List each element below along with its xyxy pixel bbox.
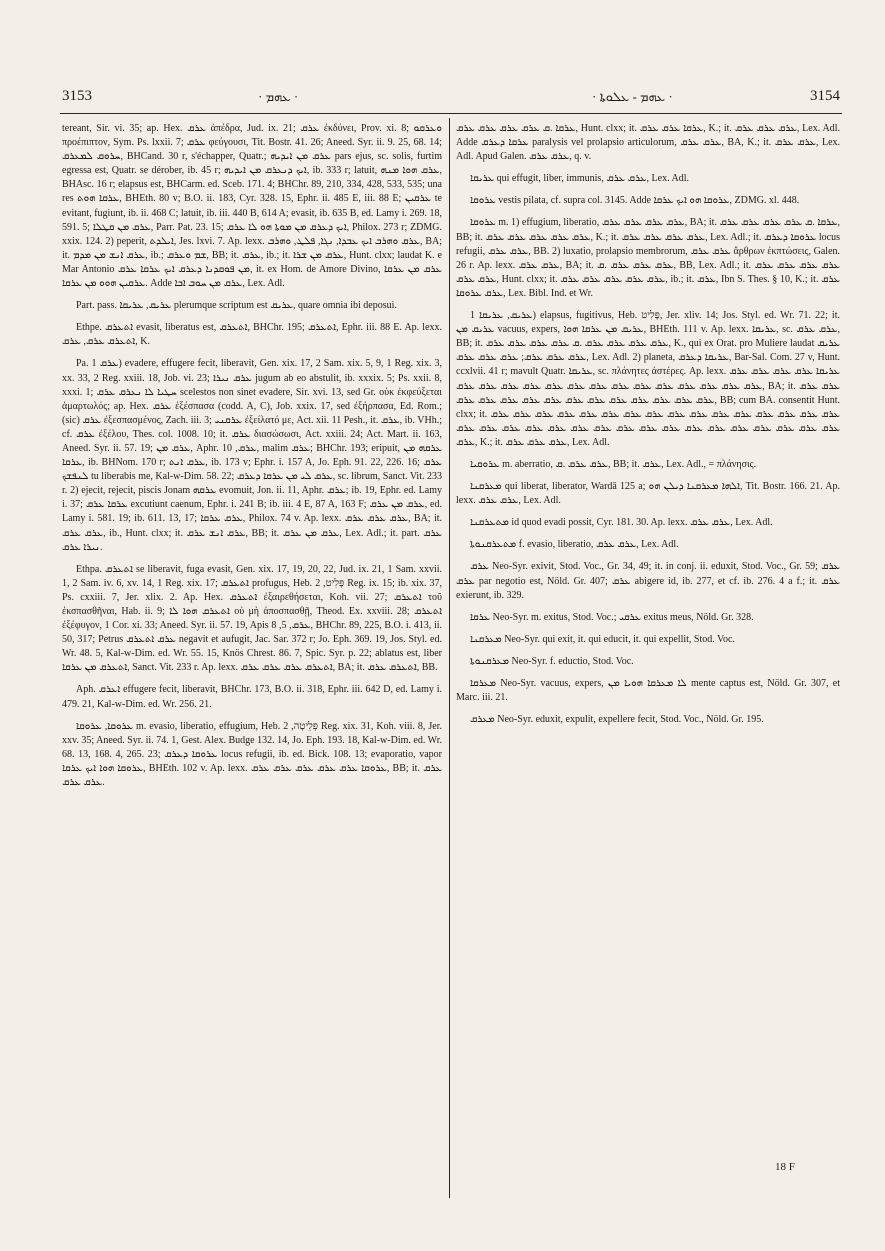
entry-paragraph: ܥܪܩ Neo-Syr. exivit, Stod. Voc., Gr. 34, 49; it. in conj. ii. eduxit, Stod. Voc., Gr. 59; ܥܪܩ ܥܪܩ par negotio est, Nöld. Gr. 407; ܥܪܩ abigere id, ib. 277, et cf. ib. 276. 4 a f.; it. ܥܪܩ exierunt, ib. 329. (456, 561, 840, 601)
right-column (456, 122, 840, 1202)
entry-paragraph: ܥܪܘܩܐ m. 1) effugium, liberatio, ܥܪܩ ܥܪܩ ܥܪܩ ܥܪܩ, BA; it. ܥܪܩܐ .ܩ ܥܪܩ ܥܪܩ ܥܪܩ ܥܪܩ, BB; it. ܥܪܩ ܥܪܩ ܥܪܩ ܥܪܩ ܥܪܩ, K.; it. ܥܪܩ ܥܪܩ ܥܪܩ ܥܪܩ, Lex. Adl.; it. ܥܪܘܩܐ ܕܥܪܩ locus refugii, ܥܪܩ ܥܪܩ, BB. 2) luxatio, prolapsio membrorum, ܥܪܩ ܥܪܩ ἄρθρων ἐκπτώσεις, Galen. 26 r. Ap. lexx. ܥܪܩ ܥܪܩ, BA; it. ܥܪܩ ܥܪܩ ܥܪܩ .ܩ, BB, Lex. Adl.; it. ܥܪܩ ܥܪܩ ܥܪܩ ܥܪܩ ܥܪܩ ܥܪܩ, Hunt. clxx; it. ܥܪܩ ܥܪܩ ܥܪܩ ܥܪܩ ܥܪܩ, ib.; it. ܥܪܩ, Ibn S. Thes. § 10, K.; it. ܥܪܩ ܥܪܩ ܥܪܘܩܐ, Lex. Bibl. Ind. et Wr. (456, 217, 840, 299)
entry-paragraph: ܥܪܩܐ .ܩ ܥܪܩ ܥܪܩ ܥܪܩ ܥܪܩ, Hunt. clxx; it. ܥܪܩܐ ܥܪܩ ܥܪܩ, K.; it. ܥܪܩ ܥܪܩ ܥܪܩ, Lex. Adl. Adde ܥܪܩܐ ܕܥܪܩ paralysis vel prolapsio articulorum, ܥܪܩ ܥܪܩ, BA, K.; it. ܥܪܩ ܥܪܩ, Lex. Adl. Apud Galen. ܥܪܩ ܥܪܩ, q. v. (456, 123, 840, 163)
page-number-right: 3154 (810, 88, 840, 104)
entry-paragraph: Aph. ܐܥܪܩ effugere fecit, liberavit, BHChr. 173, B.O. ii. 318, Ephr. iii. 642 D, ed. Lamy i. 479. 21, Kal-w-Dim. ed. Wr. 256. 21. (62, 684, 442, 710)
header-rule (60, 113, 842, 114)
entry-paragraph: ܡܥܪܩ Neo-Syr. eduxit, expulit, expellere fecit, Stod. Voc., Nöld. Gr. 195. (470, 714, 764, 726)
running-head-right: · ܥܗܡ - ܥܠܘܬܐ · (592, 89, 673, 104)
entry-paragraph: ܡܥܪܩܢܐ qui liberat, liberator, Wardā 125 a; ܐܠܗܐ ܡܥܪܩܢܐ ܕܝܠܢ ܗܘ, Tit. Bostr. 166. 21. Ap. lexx. ܥܪܩ ܥܪܩ, Lex. Adl. (456, 481, 840, 507)
entry-paragraph: ܥܪܝܩ, ܥܪܝܩܐ 1) elapsus, fugitivus, Heb. פָּלִיט, Jer. xliv. 14; Jos. Styl. ed. Wr. 71. 22; it. ܥܪܝܩ ܡܢ vacuus, expers, ܥܪܝܩ ܡܢ ܥܪܩܐ ܗܘܐ, BHEth. 111 v. Ap. lexx. ܥܪܝܩܐ, sc. ܥܪܩ ܥܪܩ, BB; it. ܥܪܩ ܥܪܩ ܥܪܩ ܥܪܩ .ܩ ܥܪܩ ܥܪܩ ܥܪܩ ܥܪܩ, K., qui ex Orat. pro Muliere laudat ܥܪܝܩ ܥܪܩ ܥܪܩ ܥܪܩ; ܥܪܩ ܥܪܩ ܥܪܩ, Lex. Adl. 2) planeta, ܥܪܝܩܐ ܕܥܪܩ, Bar-Sal. Com. 27 v, Hunt. ccxlvii. 41 r; mavult Quatr. ܥܪܝܩܐ, sc. πλάνητες ἀστέρες. Ap. lexx. ܥܪܝܩܐ ܥܪܩ ܥܪܩ ܥܪܩ ܥܪܩ ܥܪܩ ܥܪܩ ܥܪܩ ܥܪܩ ܥܪܩ ܥܪܩ ܥܪܩ ܥܪܩ ܥܪܩ ܥܪܩ ܥܪܩ ܥܪܩ ܥܪܩ ܥܪܩ, BA; it. ܥܪܩ ܥܪܩ ܥܪܩ ܥܪܩ ܥܪܩ ܥܪܩ ܥܪܩ ܥܪܩ ܥܪܩ ܥܪܩ ܥܪܩ ܥܪܩ ܥܪܩ ܥܪܩ, BB; cum BA. consentit Hunt. clxx; it. ܥܪܩ ܥܪܩ ܥܪܩ ܥܪܩ ܥܪܩ ܥܪܩ ܥܪܩ ܥܪܩ ܥܪܩ ܥܪܩ ܥܪܩ ܥܪܩ ܥܪܩ ܥܪܩ ܥܪܩ ܥܪܩ ܥܪܩ ܥܪܩ ܥܪܩ ܥܪܩ ܥܪܩ ܥܪܩ ܥܪܩ ܥܪܩ ܥܪܩ ܥܪܩ ܥܪܩ ܥܪܩ ܥܪܩ ܥܪܩ ܥܪܩ ܥܪܩ ܥܪܩ ܥܪܩ, K.; it. ܥܪܩ ܥܪܩ ܥܪܩ, Lex. Adl. (456, 310, 840, 448)
entry-paragraph: tereant, Sir. vi. 35; ap. Hex. ܥܪܩ ἀπέδρα, Jud. ix. 21; ܥܪܩ ἐκδύνει, Prov. xi. 8; ܘܥܪܩܘ προέπιπτον, Sym. Ps. lxxii. 7; ܥܪܩ φεύγουσι, Tit. Bostr. 41. 26; Aneed. Syr. ii. 9. 25, 68. 14; ܚܪܘܩ ܠܡܥܪܩ, BHCand. 30 r, s'échapper, Quatr.; ܥܪܩ ܡܢ ܐܝܕܝܗ pars ejus, sc. solis, furtim egressa est, Quatr. se dérober, ib. 45 r; ܐܝܟ ܕܢܥܪܩ ܡܢ ܐܝܕܝܗ, ib. 333 r; latuit, ܥܪܩ ܗܘܐ ܡܢܗ, BHAsc. 16 r; elapsus est, BHCarm. ed. Sceb. 171. 4; BHChr. 89, 210, 334, 428, 533, 535; una res ܥܪܩܐ ܗܘܬ, BHEth. 80 v; B.O. ii. 183, Cyr. 328. 15, Ephr. ii. 485 E, iii. 88 E; ܥܪܩܝܢ te evitant, fugiunt, ib. ii. 468 C; latuit, ib. iii. 440 B, 614 A; evasit, ib. 635 B, ed. Lamy i. 269. 18, 591. 5; ܥܪܩ ܡܢ ܩܛܠܐ, Parr. Pat. 23. 15; ܐܝܟ ܕܥܪܩ ܡܢ ܡܘܬܐ ܗܘ ܠܐ ܥܪܩ, Philox. 273 r; ZDMG. xxix. 124. 2) peperit, ܐܝܠܕܬ, Jes. lxvi. 7. Ap. lexx. ܥܪܩ ܘܗܪܒ ܐܝܟ ܥܒܕܐ, ܢܓܐ, ܦܠܛ, ܘܗܪܒ, BA; it. ܥܪܩ ܐܢܫ ܡܢ ܡܕܡ, ib.; ܫܡ ܘܥܪܩ, BB; it. ܥܪܩ, ib.; it. ܥܪܩ ܡܢ ܫܪܐ, Hunt. clxx; laudat K. e Mar Antonio ܡܢ ܦܘܩܕܢܐ ܕܥܪܩ ܐܝܟ ܥܪܩܐ ܥܪܩ, it. ex Hom. de Amore Divino, ܥܪܩ ܡܢ ܥܪܩܐ ܥܪܩܝܢ ܗܘܘ ܡܢ ܥܪܩܐ. Adde ܥܪܩ ܡܢ ܚܘܒ ܐܒܐ, Lex. Adl. (62, 123, 442, 290)
entry-paragraph: Ethpe. ܐܬܥܪܩ evasit, liberatus est, ܐܬܥܪܩ, BHChr. 195; ܐܬܥܪܩ, Ephr. iii. 88 E. Ap. lexx. ܐܬܥܪܩ ܥܪܩ, ܥܪܩ, K. (62, 322, 442, 348)
entry-paragraph: ܥܪܩܐ Neo-Syr. m. exitus, Stod. Voc.; ܥܪܩܝ exitus meus, Nöld. Gr. 328. (470, 611, 754, 623)
page-number-left: 3153 (62, 88, 92, 104)
page-header (62, 88, 840, 110)
running-head-left: · ܥܗܡ · (258, 89, 299, 104)
signature-mark: 18 F (775, 1161, 795, 1173)
entry-paragraph: ܥܪܘܩܝܐ m. aberratio, ܥܪܩ ܥܪܩ .ܩ, BB; it. ܥܪܩ, Lex. Adl., = πλάνησις. (470, 458, 757, 470)
column-divider (449, 118, 450, 1198)
entry-paragraph: ܡܬܥܪܩܢܘܬܐ f. evasio, liberatio, ܥܪܩ ܥܪܩ, Lex. Adl. (470, 539, 679, 551)
left-column (62, 122, 442, 1202)
entry-paragraph: Pa. ܥܪܩ 1) evadere, effugere fecit, liberavit, Gen. xix. 17, 2 Sam. xix. 5, 9, 1 Reg. xix. 3, xx. 33, 2 Reg. xxiii. 18, Job. vi. 23; ܥܪܩ ܢܝܪܐ jugum ab eo abstulit, ib. xxxix. 5; Ps. xxii. 8, xxxi. 1; ܚܛܝܐ ܠܐ ܢܥܪܩ ܥܪܩ scelestos non sinet evadere, Sir. xvi. 13, sed Gr. οὐκ ἐκφεύξεται ἁμαρτωλός; ap. Hex. ܥܪܩ ἐξέσπασα (codd. A, C), Job. xxix. 17, sed ἐξήρπασα, Ed. Rom.; (sic) ܥܪܩ ἐξεσπασμένος, Zach. iii. 3; ܥܪܩܢܝ ἐξείλατό με, Act. xii. 11 Pesh., it. ܥܪܩ, ib. VHh.; cf. ܥܪܩ ἐξέλου, Thes. col. 1008. 10; it. ܥܪܩ διασώσωσι, Act. xxiii. 24; Act. Mart. ii. 163, Aneed. Syr. ii. 57. 19; ܥܪܩ ܡܢ, Aphr. ܥܪܩ, 10, malim ܥܪܩ; BHChr. 193; eripuit, ܥܪܩܗ ܡܢ ܥܪܩܐ, ib. BHNom. 170 r; ܥܪܩ ܐܢܬ, ib. 173 v; Ephr. i. 157 A, Jo. Eph. 91. 22, 226. 16; ܥܪܩ ܠܢܦܫܟ tu liberabis me, Kal-w-Dim. 58. 22; ܥܪܩ ܠܝ ܡܢ ܥܪܩܐ ܕܥܪܩ, sc. librum, Sanct. Vit. 233 r. 2) ejecit, rejecit, piscis Jonam ܥܪܩܗ evomuit, Jon. ii. 11, Aphr. ܥܪܩ; ib. 19, Ephr. ed. Lamy i. 37; ܥܪܩܐ ܥܪܩ excutiunt caenum, Ephr. i. 241 B; ib. iii. 4 E, 87 A, 163 F; ܥܪܩ ܡܢ ܥܪܩ, ed. Lamy i. 581. 19; ib. 611. 13, 17; ܥܪܩ ܥܪܩܐ, Philox. 74 v. Ap. lexx. ܥܪܩ ܥܪܩ ܥܪܩ, BA; it. ܥܪܩ ܥܪܩ, ib., Hunt. clxx; it. ܥܪܩ ܐܢܫ ܥܪܩ, BB; it. ܥܪܩ ܡܢ ܥܪܩ, Lex. Adl.; it. part. ܥܪܩ ܢܝܪܐ ܥܪܩ. (62, 358, 442, 553)
entry-paragraph: ܥܪܝܩܐ qui effugit, liber, immunis, ܥܪܩ ܥܪܩ, Lex. Adl. (470, 173, 690, 185)
entry-paragraph: Ethpa. ܐܬܥܪܩ se liberavit, fuga evasit, Gen. xix. 17, 19, 20, 22, Jud. ix. 21, 1 Sam. xxvii. 1, 2 Sam. iv. 6, xv. 14, 1 Reg. xix. 17; ܐܬܥܪܩ profugus, Heb. פָּלִיט, 2 Reg. ix. 15; ib. xix. 37, Ps. cxxiii. 7, Jer. xlix. 2. Ap. Hex. ܐܬܥܪܩ ἐξαιρεθήσεται, Koh. vii. 27; ܐܬܥܪܩ τοῦ ἐκσπασθῆναι, Hab. ii. 9; ܐܬܥܪܩ ܗܘܐ ܠܐ οὐ μὴ ἀποσπασθῇ, Theod. Ex. xxviii. 28; ܐܬܥܪܩ ἐξέφυγον, 1 Cor. xi. 33; Aneed. Syr. ii. 57. 19, Apis ܥܪܩ, 5, 8, BHChr. 89, 225, B.O. i. 413, ii. 50, 317; Petrus ܥܪܩ ܐܬܥܪܩ negavit et aufugit, Jac. Sar. 372 r; Jo. Eph. 369. 19, Jos. Styl. ed. Wr. 48. 5, Kal-w-Dim. ed. Wr. 55. 15, Knös Chrest. 86. 7, Spic. Syr. p. 22; ablatus est, liber ܐܬܥܪܩ ܡܢ ܥܪܩܐ, Sanct. Vit. 233 r. Ap. lexx. ܐܬܥܪܩ ܥܪܩ ܥܪܩ ܥܪܩ, BA; it. ܐܬܥܪܩ ܥܪܩ, BB. (62, 563, 442, 674)
entry-paragraph: ܡܥܪܩܢܘܬܐ Neo-Syr. f. eductio, Stod. Voc. (470, 655, 634, 667)
entry-paragraph: ܥܪܘܩܐ vestis pilata, cf. supra col. 3145. Adde ܥܪܘܩܐ ܗܘ ܐܝܟ ܥܪܩܐ, ZDMG. xl. 448. (470, 195, 800, 207)
entry-paragraph: ܡܬܥܪܩܢܐ id quod evadi possit, Cyr. 181. 30. Ap. lexx. ܥܪܩ ܥܪܩ, Lex. Adl. (470, 517, 773, 529)
entry-paragraph: Part. pass. ܥܪܝܩ, ܥܪܝܩܐ plerumque scriptum est ܥܪܝܩ, quare omnia ibi deposui. (76, 300, 397, 312)
entry-paragraph: ܡܥܪܩܐ Neo-Syr. vacuus, expers, ܠܐ ܡܥܪܩܐ ܗܘܝܐ ܡܢ mente captus est, Nöld. Gr. 307, et Marc. iii. 21. (456, 678, 840, 704)
entry-paragraph: ܡܥܪܩܢܐ Neo-Syr. qui exit, it. qui educit, it. qui expellit, Stod. Voc. (470, 633, 735, 645)
entry-paragraph: ܥܪܘܩܐ, ܥܪܘܩܐ m. evasio, liberatio, effugium, Heb. פְּלֵיטָה, 2 Reg. xix. 31, Koh. viii. 8, Jer. xxv. 35; Aneed. Syr. ii. 74. 1, Gest. Alex. Budge 132. 14, Jo. Eph. 193. 18, Kal-w-Dim. ed. Wr. 68. 13, 168. 4, 265. 23; ܥܪܘܩܐ ܕܥܪܩ locus refugii, ib. ed. Bick. 108. 13; evaporatio, vapor ܥܪܘܩܐ ܗܘܐ ܐܝܟ ܥܪܩܐ, BHEth. 102 v. Ap. lexx. ܥܪܘܩܐ ܥܪܩ ܥܪܩ ܥܪܩ ܥܪܩ ܥܪܩ, BB; it. ܥܪܩ ܥܪܩ ܥܪܩ. (62, 720, 442, 789)
